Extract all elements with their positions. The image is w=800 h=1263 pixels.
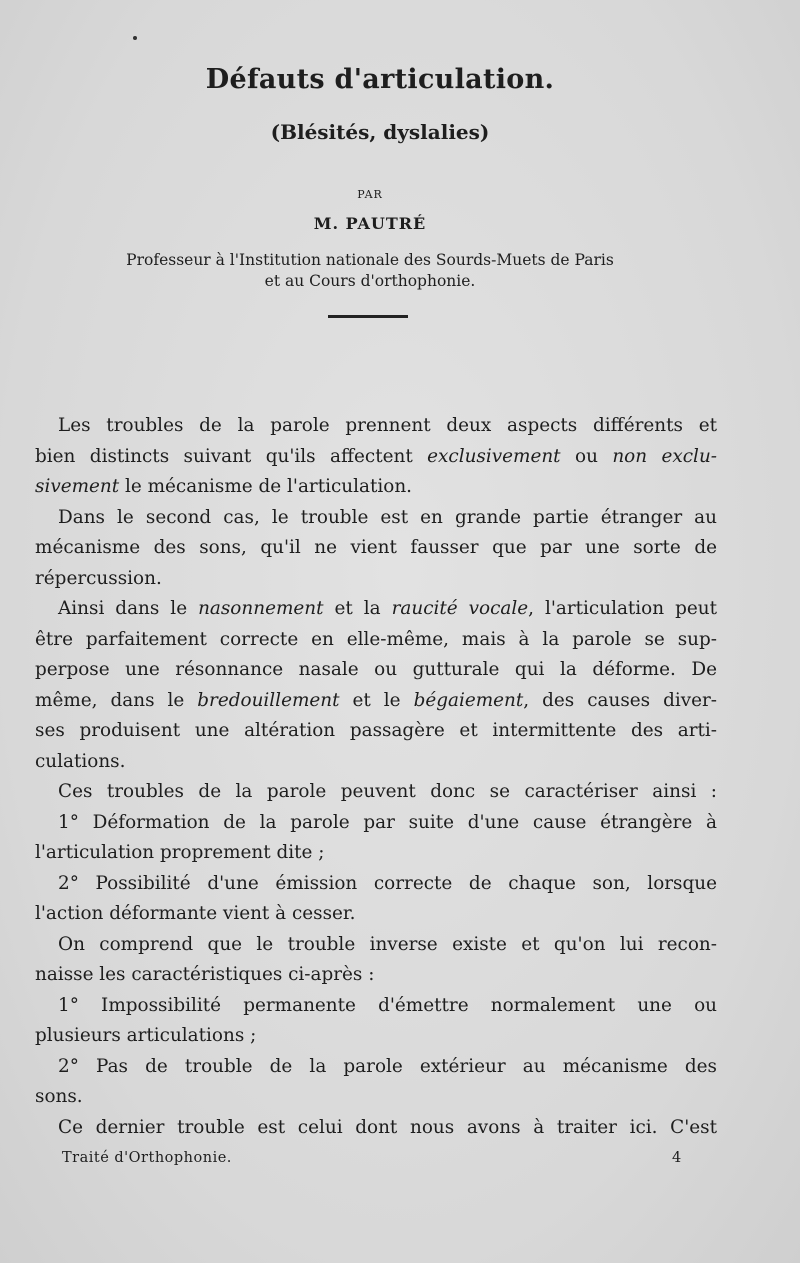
text-line: On comprend que le trouble inverse existe et qu'on lui recon- [58, 933, 717, 955]
text-line: sivement le mécanisme de l'articulation. [35, 476, 413, 497]
text-line: 1° Impossibilité permanente d'émettre normalement une ou [58, 994, 717, 1016]
affiliation-line: Professeur à l'Institution nationale des Sourds-Muets de Paris [126, 251, 614, 269]
text-line: 1° Déformation de la parole par suite d'une cause étrangère à [58, 811, 717, 833]
author-name: M. PAUTRÉ [313, 214, 427, 233]
text-line: Dans le second cas, le trouble est en grande partie étranger au [58, 506, 717, 528]
by-label: PAR [357, 188, 383, 201]
text-line: Ainsi dans le nasonnement et la raucité vocale, l'articulation peut [58, 598, 717, 619]
text-line: plusieurs articulations ; [35, 1025, 257, 1046]
text-line: culations. [35, 750, 126, 772]
speck [133, 36, 137, 40]
text-line: même, dans le bredouillement et le bégaiement, des causes diver- [35, 689, 718, 711]
text-line: sons. [35, 1086, 83, 1107]
text-line: Ces troubles de la parole peuvent donc se caractériser ainsi : [58, 781, 717, 802]
text-line: l'action déformante vient à cesser. [35, 903, 356, 924]
text-line: bien distincts suivant qu'ils affectent exclusivement ou non exclu- [35, 445, 717, 467]
footer-book-title: Traité d'Orthophonie. [62, 1150, 232, 1166]
article-subtitle: (Blésités, dyslalies) [270, 120, 490, 144]
text-line: naisse les caractéristiques ci-après : [35, 964, 375, 985]
text-line: répercussion. [35, 567, 162, 589]
text-line: être parfaitement correcte en elle-même, mais à la parole se sup- [35, 628, 717, 650]
separator-rule [328, 315, 408, 318]
text-line: Les troubles de la parole prennent deux aspects différents et [58, 415, 717, 436]
text-line: mécanisme des sons, qu'il ne vient fausser que par une sorte de [35, 537, 717, 558]
affiliation-line: et au Cours d'orthophonie. [264, 272, 476, 290]
text-line: 2° Pas de trouble de la parole extérieur au mécanisme des [58, 1055, 717, 1077]
footer-signature-mark: 4 [672, 1150, 682, 1166]
text-line: perpose une résonnance nasale ou gutturale qui la déforme. De [35, 659, 717, 680]
author-affiliation [0, 250, 740, 292]
text-line: 2° Possibilité d'une émission correcte de chaque son, lorsque [58, 872, 717, 894]
article-body [35, 411, 717, 1143]
article-title: Défauts d'articulation. [205, 64, 555, 95]
text-line: l'articulation proprement dite ; [35, 842, 325, 863]
text-line: ses produisent une altération passagère et intermittente des arti- [35, 720, 717, 741]
text-line: Ce dernier trouble est celui dont nous avons à traiter ici. C'est [58, 1116, 717, 1138]
